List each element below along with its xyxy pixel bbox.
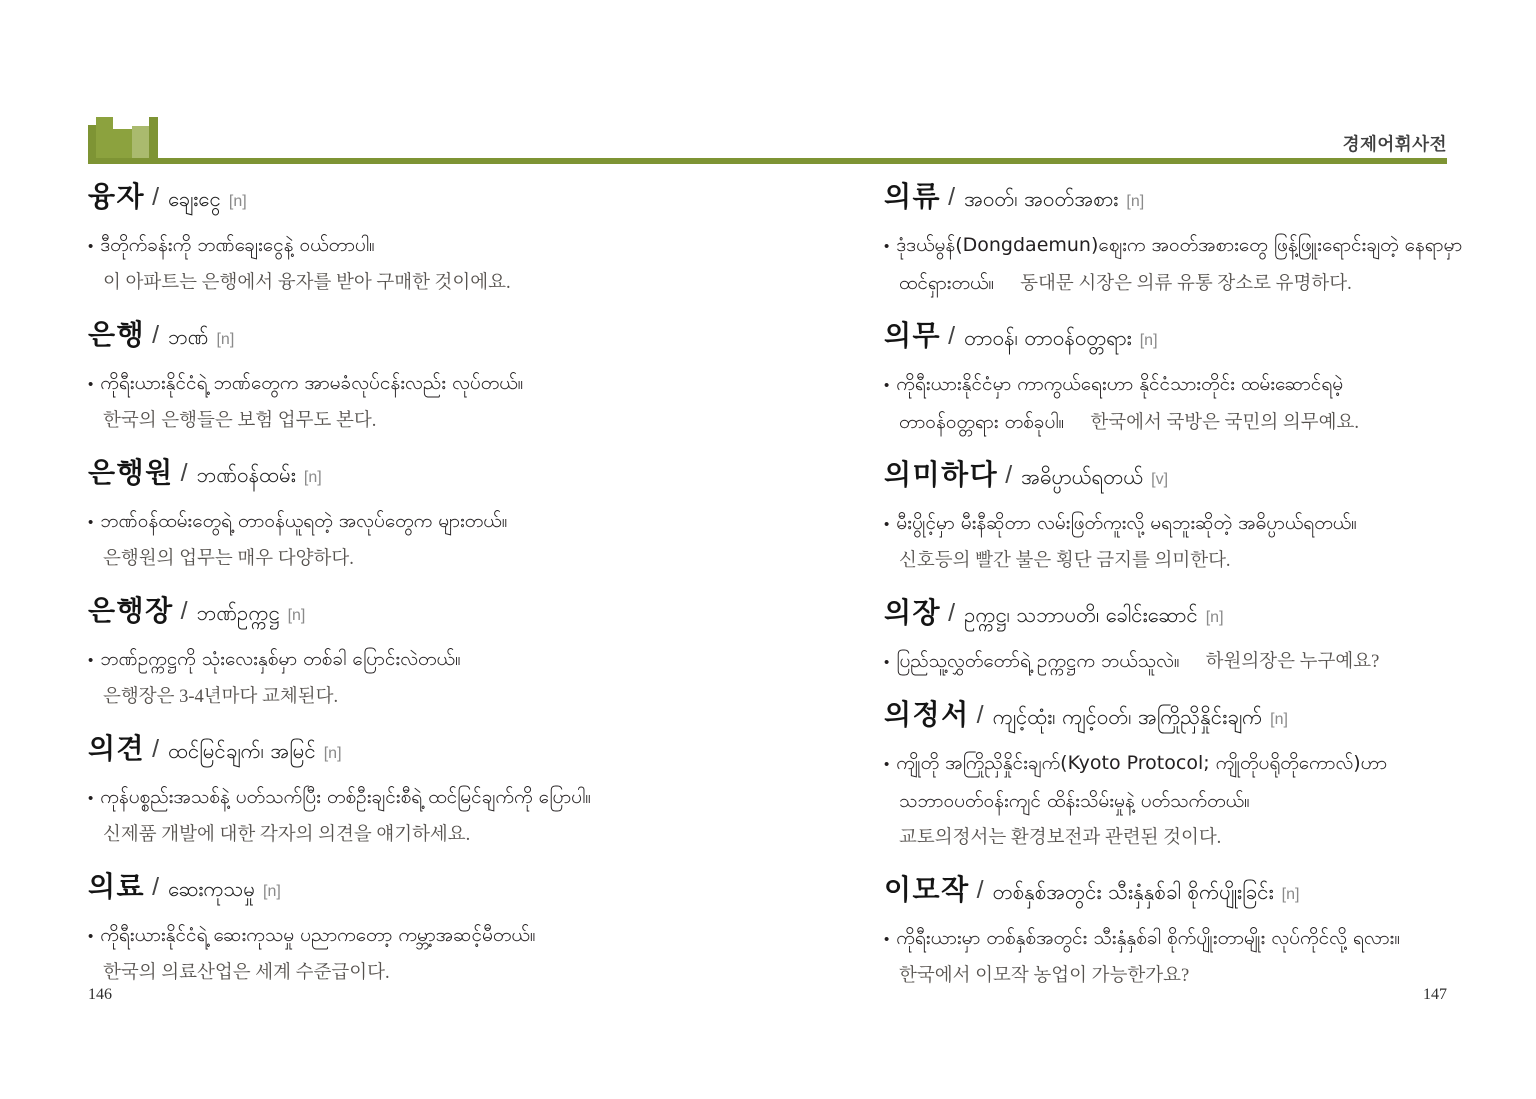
entry-headword: 의료 [88, 872, 146, 903]
entry-headline [88, 594, 748, 633]
example-burmese-text: ကိုရီးယားမှာ တစ်နှစ်အတွင်း သီးနှံနှစ်ခါ စိုက်ပျိုးတာမျိုး လုပ်ကိုင်လို့ ရလား။ [896, 927, 1401, 949]
part-of-speech-tag: [n] [1270, 711, 1288, 728]
left-column [88, 180, 748, 1008]
logo-bar [149, 117, 158, 160]
example-line [884, 920, 1536, 958]
example-burmese-text: ဒုံဒယ်မွန်(Dongdaemun)ဈေးက အဝတ်အစားတွေ ဖြန့်ဖြူးရောင်းချတဲ့ နေရာမှာ [896, 234, 1463, 256]
entry-translation: ဥက္ကဋ္ဌ၊ သဘာပတိ၊ ခေါင်းဆောင် [964, 603, 1198, 627]
entry-headline [884, 873, 1536, 912]
entry-translation: ချေးငွေ [168, 187, 221, 211]
separator-slash: / [976, 876, 984, 904]
example-line [88, 641, 748, 679]
entry-headword: 의장 [884, 598, 942, 629]
example-line [884, 643, 1536, 681]
dictionary-entry [884, 458, 1536, 579]
entry-headline [88, 870, 748, 909]
example-line [88, 503, 748, 541]
part-of-speech-tag: [n] [228, 193, 247, 210]
separator-slash: / [152, 321, 160, 349]
example-burmese-text: မီးပွိုင့်မှာ မီးနီဆိုတာ လမ်းဖြတ်ကူးလို့ မရဘူးဆိုတဲ့ အဓိပ္ပာယ်ရတယ်။ [896, 512, 1357, 534]
page-number-right: 147 [1423, 986, 1447, 1003]
entry-translation: ဆေးကုသမှု [168, 877, 256, 901]
part-of-speech-tag: [n] [1281, 886, 1300, 903]
separator-slash: / [152, 183, 160, 211]
entry-headline [884, 698, 1536, 737]
example-line [88, 227, 748, 265]
entry-translation: ဘဏ်ဥက္ကဋ္ဌ [196, 601, 280, 625]
separator-slash: / [976, 701, 984, 729]
dictionary-entry [884, 180, 1536, 302]
example-line [884, 366, 1536, 404]
example-korean-text: 한국에서 이모작 농업이 가능한가요? [899, 966, 1190, 986]
entry-headword: 의무 [884, 321, 942, 352]
entry-headword: 은행 [88, 320, 146, 351]
example-burmese-text: ကိုရီးယားနိုင်ငံမှာ ကာကွယ်ရေးဟာ နိုင်ငံသားတိုင်း ထမ်းဆောင်ရမဲ့ [896, 373, 1344, 395]
example-line [88, 779, 748, 817]
books-logo [88, 115, 162, 160]
bullet-icon: • [88, 238, 94, 255]
example-line [884, 745, 1536, 783]
part-of-speech-tag: [n] [263, 883, 281, 900]
entry-headword: 의정서 [884, 700, 970, 731]
example-line [88, 541, 748, 577]
separator-slash: / [180, 459, 188, 487]
part-of-speech-tag: [n] [1126, 193, 1145, 210]
entry-headline [88, 318, 748, 357]
entry-headline [884, 596, 1536, 635]
example-burmese-text: ထင်ရှားတယ်။ [899, 272, 995, 294]
dictionary-entry [88, 594, 748, 715]
dictionary-entry [88, 318, 748, 439]
dictionary-entry [884, 698, 1536, 856]
right-column [884, 180, 1536, 1011]
logo-bar [113, 129, 134, 160]
example-line [884, 543, 1536, 579]
example-burmese-text: တာဝန်ဝတ္တရား တစ်ခုပါ။ [899, 411, 1065, 433]
part-of-speech-tag: [n] [287, 607, 306, 624]
dictionary-entry [88, 732, 748, 853]
example-burmese-text: ဒီတိုက်ခန်းကို ဘဏ်ချေးငွေနဲ့ ဝယ်တာပါ။ [100, 234, 375, 256]
entry-headword: 의미하다 [884, 460, 999, 491]
example-line [884, 227, 1536, 265]
book-title: 경제어휘사전 [1342, 134, 1447, 154]
bullet-icon: • [88, 376, 94, 393]
example-korean-text: 은행장은 3-4년마다 교체된다. [103, 687, 339, 707]
entry-headline [884, 180, 1536, 219]
example-burmese-text: သဘာဝပတ်ဝန်းကျင် ထိန်းသိမ်းမှုနဲ့ ပတ်သက်တယ်။ [899, 790, 1250, 812]
entry-translation: တာဝန်၊ တာဝန်ဝတ္တရား [964, 326, 1132, 350]
example-korean-text: 동대문 시장은 의류 유통 장소로 유명하다. [1020, 274, 1352, 294]
part-of-speech-tag: [n] [1205, 609, 1224, 626]
page-number-left: 146 [88, 986, 112, 1003]
dictionary-entry [88, 456, 748, 577]
separator-slash: / [1005, 461, 1013, 489]
entry-headword: 의류 [884, 182, 942, 213]
example-burmese-text: ပြည်သူ့လွှတ်တော်ရဲ့ ဥက္ကဋ္ဌက ဘယ်သူလဲ။ [896, 650, 1180, 672]
bullet-icon: • [884, 516, 890, 533]
separator-slash: / [180, 597, 188, 625]
example-korean-text: 신호등의 빨간 불은 횡단 금지를 의미한다. [899, 551, 1231, 571]
example-line [88, 817, 748, 853]
entry-translation: ထင်မြင်ချက်၊ အမြင် [168, 739, 316, 763]
header-rule [88, 158, 1447, 164]
example-korean-text: 한국의 은행들은 보험 업무도 본다. [103, 411, 377, 431]
bullet-icon: • [884, 238, 890, 255]
entry-headword: 이모작 [884, 875, 970, 906]
example-burmese-text: ကိုရီးယားနိုင်ငံရဲ့ ဘဏ်တွေက အာမခံလုပ်ငန်းလည်း လုပ်တယ်။ [100, 372, 524, 394]
example-line [88, 679, 748, 715]
example-burmese-text: ကုန်ပစ္စည်းအသစ်နဲ့ ပတ်သက်ပြီး တစ်ဦးချင်းစီရဲ့ ထင်မြင်ချက်ကို ပြောပါ။ [100, 786, 592, 808]
example-korean-text: 한국의 의료산업은 세계 수준급이다. [103, 963, 390, 983]
example-korean-text: 하원의장은 누구예요? [1205, 652, 1380, 672]
example-line [88, 403, 748, 439]
entry-translation: ဘဏ် [168, 325, 209, 349]
bullet-icon: • [884, 756, 890, 773]
logo-bar [96, 117, 113, 160]
dictionary-entry [88, 180, 748, 301]
example-korean-text: 이 아파트는 은행에서 융자를 받아 구매한 것이에요. [103, 273, 511, 293]
example-line [884, 820, 1536, 856]
example-korean-text: 신제품 개발에 대한 각자의 의견을 얘기하세요. [103, 825, 471, 845]
dictionary-entry [884, 596, 1536, 681]
dictionary-entry [884, 319, 1536, 441]
bullet-icon: • [884, 377, 890, 394]
part-of-speech-tag: [n] [303, 469, 322, 486]
part-of-speech-tag: [n] [1139, 332, 1158, 349]
entry-headword: 은행원 [88, 458, 174, 489]
bullet-icon: • [88, 514, 94, 531]
bullet-icon: • [88, 652, 94, 669]
entry-translation: အဓိပ္ပာယ်ရတယ် [1021, 465, 1144, 489]
entry-translation: အဝတ်၊ အဝတ်အစား [964, 187, 1119, 211]
part-of-speech-tag: [n] [216, 331, 235, 348]
example-korean-text: 은행원의 업무는 매우 다양하다. [103, 549, 354, 569]
bullet-icon: • [884, 654, 890, 671]
dictionary-entry [884, 873, 1536, 994]
example-line [88, 365, 748, 403]
entry-headword: 의견 [88, 734, 146, 765]
example-burmese-text: ဘဏ်ဝန်ထမ်းတွေရဲ့ တာဝန်ယူရတဲ့ အလုပ်တွေက များတယ်။ [100, 510, 508, 532]
entry-translation: တစ်နှစ်အတွင်း သီးနှံနှစ်ခါ စိုက်ပျိုးခြင်း [992, 880, 1274, 904]
example-burmese-text: ဘဏ်ဥက္ကဋ္ဌကို သုံးလေးနှစ်မှာ တစ်ခါ ပြောင်းလဲတယ်။ [100, 648, 461, 670]
entry-headline [884, 319, 1536, 358]
example-burmese-text: ကိုရီးယားနိုင်ငံရဲ့ ဆေးကုသမှု ပညာကတော့ ကမ္ဘာ့အဆင့်မီတယ်။ [100, 924, 536, 946]
example-korean-text: 한국에서 국방은 국민의 의무예요. [1090, 413, 1360, 433]
example-line [884, 505, 1536, 543]
bullet-icon: • [88, 928, 94, 945]
separator-slash: / [948, 183, 956, 211]
dictionary-entry [88, 870, 748, 991]
entry-translation: ကျင့်ထုံး၊ ကျင့်ဝတ်၊ အကြိုညှိနှိုင်းချက် [992, 705, 1263, 729]
example-korean-text: 교토의정서는 환경보전과 관련된 것이다. [899, 828, 1222, 848]
part-of-speech-tag: [n] [323, 745, 342, 762]
bullet-icon: • [884, 931, 890, 948]
entry-translation: ဘဏ်ဝန်ထမ်း [196, 463, 296, 487]
example-line [88, 265, 748, 301]
entry-headline [88, 732, 748, 771]
example-line [884, 265, 1536, 302]
entry-headline [88, 180, 748, 219]
bullet-icon: • [88, 790, 94, 807]
separator-slash: / [948, 322, 956, 350]
separator-slash: / [152, 873, 160, 901]
separator-slash: / [948, 599, 956, 627]
example-line [88, 955, 748, 991]
example-line [884, 783, 1536, 820]
part-of-speech-tag: [v] [1151, 471, 1169, 488]
entry-headline [884, 458, 1536, 497]
separator-slash: / [152, 735, 160, 763]
entry-headline [88, 456, 748, 495]
entry-headword: 융자 [88, 182, 146, 213]
entry-headword: 은행장 [88, 596, 174, 627]
example-line [884, 404, 1536, 441]
example-line [88, 917, 748, 955]
example-burmese-text: ကျိုတို အကြိုညှိနှိုင်းချက်(Kyoto Protocol; ကျိုတိုပရိုတိုကောလ်)ဟာ [896, 752, 1388, 774]
